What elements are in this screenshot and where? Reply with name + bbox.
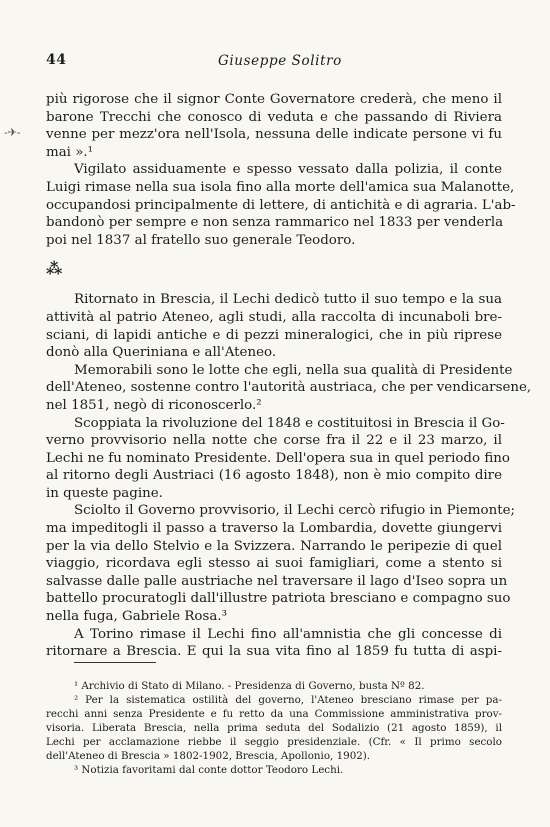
text-line: A Torino rimase il Lechi fino all'amnistia che gli concesse di <box>74 626 502 642</box>
body-text <box>46 91 532 661</box>
footnote-2-cont: dell'Ateneo di Brescia » 1802-1902, Brescia, Apollonio, 1902). <box>46 750 371 762</box>
text-line: venne per mezz'ora nell'Isola, nessuna delle indicate persone vi fu <box>46 127 502 143</box>
text-line: dell'Ateneo, sostenne contro l'autorità austriaca, che per vendicarsene, <box>46 380 532 396</box>
running-head: Giuseppe Solitro <box>218 53 342 69</box>
text-line: al ritorno degli Austriaci (16 agosto 1848), non è mio compito dire <box>46 468 502 484</box>
text-line: ma impeditogli il passo a traverso la Lombardia, dovette giungervi <box>46 521 502 537</box>
margin-mark: -✈- <box>4 126 21 139</box>
text-line: bandonò per sempre e non senza rammarico nel 1833 per venderla <box>46 215 504 231</box>
text-line: occupandosi principalmente di lettere, di antichità e di agraria. L'ab- <box>46 197 516 213</box>
text-line: attività al patrio Ateneo, agli studi, alla raccolta di incunaboli bre- <box>46 309 502 325</box>
text-line: Luigi rimase nella sua isola fino alla morte dell'amica sua Malanotte, <box>46 179 515 195</box>
text-line: sciani, di lapidi antiche e di pezzi mineralogici, che in più riprese <box>46 327 502 343</box>
footnote-2-cont: recchi anni senza Presidente e fu retto da una Commissione amministrativa prov- <box>46 708 502 720</box>
text-line: battello procuratogli dall'illustre patriota bresciano e compagno suo <box>46 591 511 607</box>
page-number: 44 <box>46 52 67 68</box>
text-line: nel 1851, negò di riconoscerlo.² <box>46 397 262 413</box>
text-line: salvasse dalle palle austriache nel traversare il lago d'Iseo sopra un <box>46 573 508 589</box>
text-line: Lechi ne fu nominato Presidente. Dell'opera sua in quel periodo fino <box>46 450 510 466</box>
footnote-3: ³ Notizia favoritami dal conte dottor Teodoro Lechi. <box>74 764 344 776</box>
text-line: ritornare a Brescia. E qui la sua vita fino al 1859 fu tutta di aspi- <box>46 644 502 660</box>
text-line: più rigorose che il signor Conte Governatore crederà, che meno il <box>46 92 502 107</box>
text-line: Memorabili sono le lotte che egli, nella sua qualità di Presidente <box>74 362 513 378</box>
text-line: Scoppiata la rivoluzione del 1848 e costituitosi in Brescia il Go- <box>74 415 505 431</box>
footnote-2-cont: Lechi per acclamazione riebbe il seggio presidenziale. (Cfr. « Il primo secolo <box>46 736 502 748</box>
text-line: in queste pagine. <box>46 485 163 501</box>
page-header <box>46 52 506 74</box>
text-line: donò alla Queriniana e all'Ateneo. <box>46 345 277 361</box>
text-line: Sciolto il Governo provvisorio, il Lechi cercò rifugio in Piemonte; <box>74 503 516 519</box>
text-line: Vigilato assiduamente e spesso vessato dalla polizia, il conte <box>74 162 502 178</box>
footnote-2-cont: visoria. Liberata Brescia, nella prima seduta del Sodalizio (21 agosto 1859), il <box>46 722 502 734</box>
footnote-divider <box>74 662 156 663</box>
text-line: poi nel 1837 al fratello suo generale Teodoro. <box>46 232 356 248</box>
footnote-1: ¹ Archivio di Stato di Milano. - Presidenza di Governo, busta Nº 82. <box>74 680 425 692</box>
text-line: barone Trecchi che conosco di veduta e che passando di Riviera <box>46 109 502 125</box>
text-line: mai ».¹ <box>46 144 94 160</box>
section-asterism: ⁂ <box>46 259 61 279</box>
text-line: verno provvisorio nella notte che corse fra il 22 e il 23 marzo, il <box>46 433 502 449</box>
text-line: Ritornato in Brescia, il Lechi dedicò tutto il suo tempo e la sua <box>74 292 502 308</box>
footnotes <box>46 679 502 777</box>
text-line: nella fuga, Gabriele Rosa.³ <box>46 609 227 625</box>
text-line: per la via dello Stelvio e la Svizzera. Narrando le peripezie di quel <box>46 538 502 554</box>
footnote-2: ² Per la sistematica ostilità del governo, l'Ateneo bresciano rimase per pa- <box>74 694 502 706</box>
text-line: viaggio, ricordava egli stesso ai suoi famigliari, come a stento si <box>46 556 502 572</box>
